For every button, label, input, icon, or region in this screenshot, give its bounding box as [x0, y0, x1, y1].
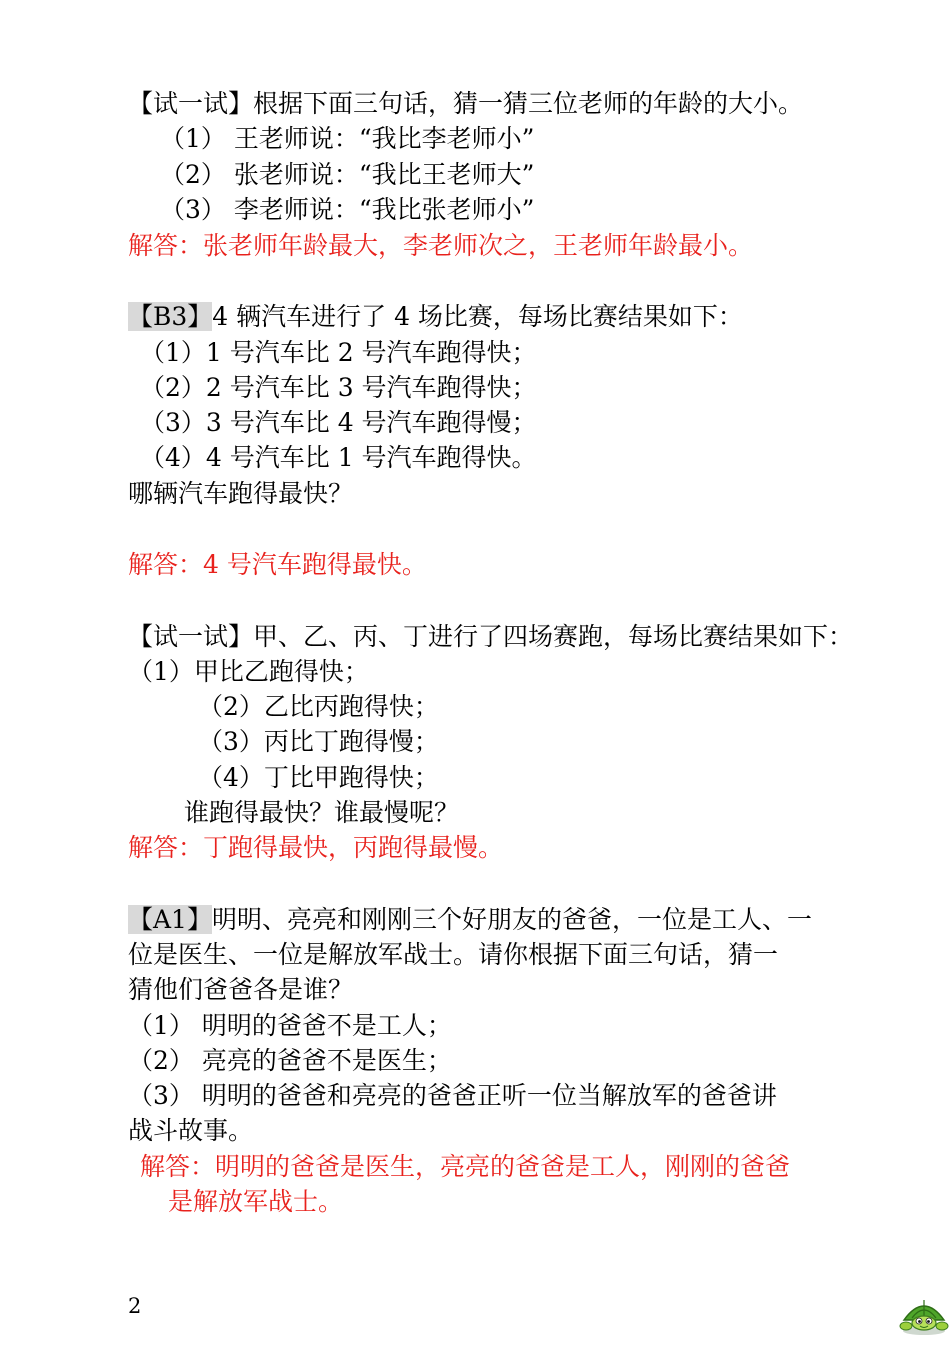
s3-line-3: （3）丙比丁跑得慢； — [198, 727, 439, 756]
s2-tag: 【B3】 — [128, 302, 213, 331]
turtle-icon — [898, 1290, 950, 1338]
s4-intro-line-1 — [128, 903, 812, 937]
s2-intro-line — [128, 300, 743, 334]
s4-answer-1: 解答：明明的爸爸是医生，亮亮的爸爸是工人，刚刚的爸爸 — [140, 1152, 791, 1181]
s3-answer: 解答：丁跑得最快，丙跑得最慢。 — [128, 833, 504, 862]
s2-line-3: （3）3 号汽车比 4 号汽车跑得慢； — [140, 408, 537, 437]
s3-line-1: （1）甲比乙跑得快； — [128, 657, 369, 686]
page-number: 2 — [128, 1294, 142, 1318]
s2-question: 哪辆汽车跑得最快？ — [128, 479, 354, 508]
s1-answer: 解答：张老师年龄最大，李老师次之，王老师年龄最小。 — [128, 231, 754, 260]
s4-line-3-cont: 战斗故事。 — [128, 1116, 254, 1145]
s4-line-2: （2） 亮亮的爸爸不是医生； — [128, 1046, 452, 1075]
s4-answer-2: 是解放军战士。 — [168, 1187, 344, 1216]
s4-tag: 【A1】 — [128, 905, 212, 934]
s4-intro-1: 明明、亮亮和刚刚三个好朋友的爸爸，一位是工人、一 — [211, 905, 812, 934]
s3-line-2: （2）乙比丙跑得快； — [198, 692, 439, 721]
s2-line-4: （4）4 号汽车比 1 号汽车跑得快。 — [140, 443, 537, 472]
s3-question: 谁跑得最快？谁最慢呢？ — [184, 798, 460, 827]
s1-intro: 【试一试】根据下面三句话，猜一猜三位老师的年龄的大小。 — [128, 89, 804, 118]
s4-intro-3: 猜他们爸爸各是谁？ — [128, 975, 354, 1004]
s4-line-3: （3） 明明的爸爸和亮亮的爸爸正听一位当解放军的爸爸讲 — [128, 1081, 777, 1110]
s1-line-2: （2） 张老师说：“我比王老师大” — [160, 160, 535, 189]
s1-line-1: （1） 王老师说：“我比李老师小” — [160, 124, 535, 153]
s2-intro: 4 辆汽车进行了 4 场比赛，每场比赛结果如下： — [212, 302, 743, 331]
s2-line-1: （1）1 号汽车比 2 号汽车跑得快； — [140, 338, 537, 367]
s4-intro-2: 位是医生、一位是解放军战士。请你根据下面三句话，猜一 — [128, 940, 779, 969]
s2-line-2: （2）2 号汽车比 3 号汽车跑得快； — [140, 373, 537, 402]
s2-answer: 解答：4 号汽车跑得最快。 — [128, 550, 427, 579]
s1-line-3: （3） 李老师说：“我比张老师小” — [160, 195, 535, 224]
s3-line-4: （4）丁比甲跑得快； — [198, 763, 439, 792]
s4-line-1: （1） 明明的爸爸不是工人； — [128, 1011, 452, 1040]
s3-intro: 【试一试】甲、乙、丙、丁进行了四场赛跑，每场比赛结果如下： — [128, 622, 854, 651]
